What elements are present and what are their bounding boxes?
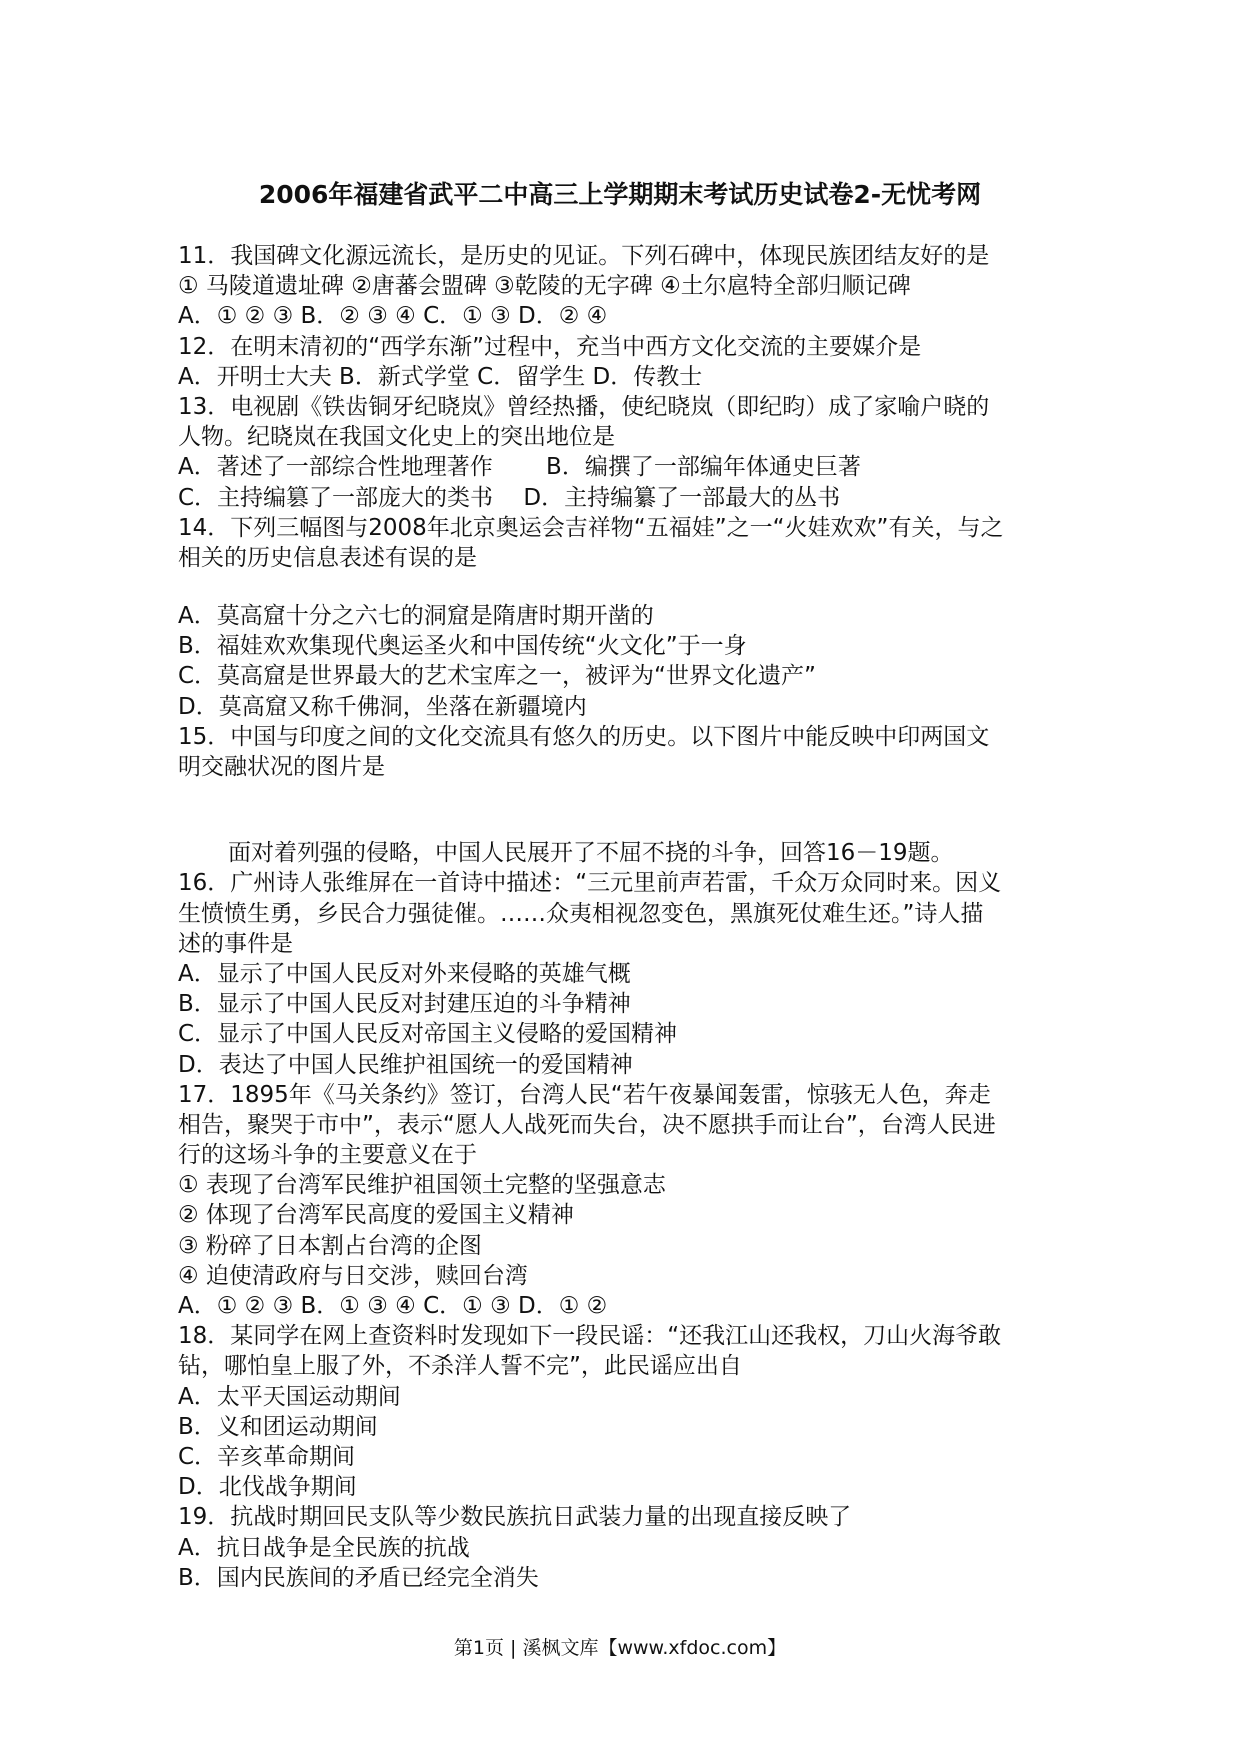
figure-space [178, 573, 1078, 601]
question-17-stem-3: 行的这场斗争的主要意义在于 [178, 1142, 477, 1169]
question-14-option-b: B．福娃欢欢集现代奥运圣火和中国传统“火文化”于一身 [178, 633, 747, 660]
question-14-stem-2: 相关的历史信息表述有误的是 [178, 544, 477, 571]
question-11-stem: 11．我国碑文化源远流长，是历史的见证。下列石碑中，体现民族团结友好的是 [178, 243, 990, 269]
question-13-stem-2: 人物。纪晓岚在我国文化史上的突出地位是 [178, 424, 615, 451]
question-14-option-c: C．莫高窟是世界最大的艺术宝库之一，被评为“世界文化遗产” [178, 663, 816, 690]
question-14-option-a: A．莫高窟十分之六七的洞窟是隋唐时期开凿的 [178, 603, 654, 630]
question-16-option-a: A．显示了中国人民反对外来侵略的英雄气概 [178, 960, 631, 987]
question-16-stem-1: 16．广州诗人张维屏在一首诗中描述：“三元里前声若雷，千众万众同时来。因义 [178, 870, 1002, 897]
question-18-stem-1: 18．某同学在网上查资料时发现如下一段民谣：“还我江山还我权，刀山火海爷敢 [178, 1323, 1002, 1350]
question-19-option-a: A．抗日战争是全民族的抗战 [178, 1534, 470, 1561]
question-11-options: A．① ② ③ B．② ③ ④ C．① ③ D．② ④ [178, 303, 608, 330]
question-13-options-cd: C．主持编篡了一部庞大的类书 D．主持编纂了一部最大的丛书 [178, 484, 841, 511]
question-17-item-4: ④ 迫使清政府与日交涉，赎回台湾 [178, 1262, 528, 1289]
question-14-option-d: D．莫高窟又称千佛洞，坐落在新疆境内 [178, 693, 587, 720]
question-18-option-a: A．太平天国运动期间 [178, 1383, 401, 1410]
page-footer: 第1页 | 溪枫文库【www.xfdoc.com】 [453, 1637, 787, 1659]
question-18-option-d: D．北伐战争期间 [178, 1474, 357, 1501]
question-15-stem-2: 明交融状况的图片是 [178, 754, 385, 780]
question-16-stem-3: 述的事件是 [178, 930, 293, 957]
question-17-item-3: ③ 粉碎了日本割占台湾的企图 [178, 1232, 482, 1259]
question-13-stem-1: 13．电视剧《铁齿铜牙纪晓岚》曾经热播，使纪晓岚（即纪昀）成了家喻户晓的 [178, 393, 990, 420]
question-19-stem: 19．抗战时期回民支队等少数民族抗日武装力量的出现直接反映了 [178, 1504, 852, 1531]
question-17-stem-2: 相告，聚哭于市中”，表示“愿人人战死而失台，决不愿拱手而让台”，台湾人民进 [178, 1111, 996, 1138]
question-13-options-ab: A．著述了一部综合性地理著作 B．编撰了一部编年体通史巨著 [178, 454, 861, 481]
document-body [178, 241, 1078, 1593]
question-18-stem-2: 钻，哪怕皇上服了外，不杀洋人誓不完”，此民谣应出自 [178, 1353, 742, 1380]
question-19-option-b: B．国内民族间的矛盾已经完全消失 [178, 1564, 539, 1591]
figure-space [178, 782, 1078, 838]
question-16-option-c: C．显示了中国人民反对帝国主义侵略的爱国精神 [178, 1021, 678, 1048]
document-title: 2006年福建省武平二中高三上学期期末考试历史试卷2-无忧考网 [258, 180, 982, 209]
question-18-option-b: B．义和团运动期间 [178, 1413, 378, 1440]
question-18-option-c: C．辛亥革命期间 [178, 1443, 356, 1470]
question-14-stem-1: 14．下列三幅图与2008年北京奥运会吉祥物“五福娃”之一“火娃欢欢”有关，与之 [178, 514, 1004, 541]
question-12-stem: 12．在明末清初的“西学东渐”过程中，充当中西方文化交流的主要媒介是 [178, 333, 922, 360]
section-intro: 面对着列强的侵略，中国人民展开了不屈不挠的斗争，回答16－19题。 [228, 840, 954, 867]
question-17-item-1: ① 表现了台湾军民维护祖国领土完整的坚强意志 [178, 1172, 666, 1199]
question-12-options: A．开明士大夫 B．新式学堂 C．留学生 D．传教士 [178, 363, 703, 390]
question-16-option-b: B．显示了中国人民反对封建压迫的斗争精神 [178, 991, 631, 1018]
question-16-stem-2: 生愤愤生勇，乡民合力强徒催。……众夷相视忽变色，黑旗死仗难生还。”诗人描 [178, 900, 984, 927]
question-15-stem-1: 15．中国与印度之间的文化交流具有悠久的历史。以下图片中能反映中印两国文 [178, 723, 990, 750]
question-17-stem-1: 17．1895年《马关条约》签订，台湾人民“若午夜暴闻轰雷，惊骇无人色，奔走 [178, 1081, 991, 1108]
question-17-item-2: ② 体现了台湾军民高度的爱国主义精神 [178, 1202, 574, 1229]
question-17-options: A．① ② ③ B．① ③ ④ C．① ③ D．① ② [178, 1293, 608, 1319]
question-16-option-d: D．表达了中国人民维护祖国统一的爱国精神 [178, 1051, 633, 1078]
question-11-items: ① 马陵道遗址碑 ②唐蕃会盟碑 ③乾陵的无字碑 ④土尔扈特全部归顺记碑 [178, 273, 911, 300]
